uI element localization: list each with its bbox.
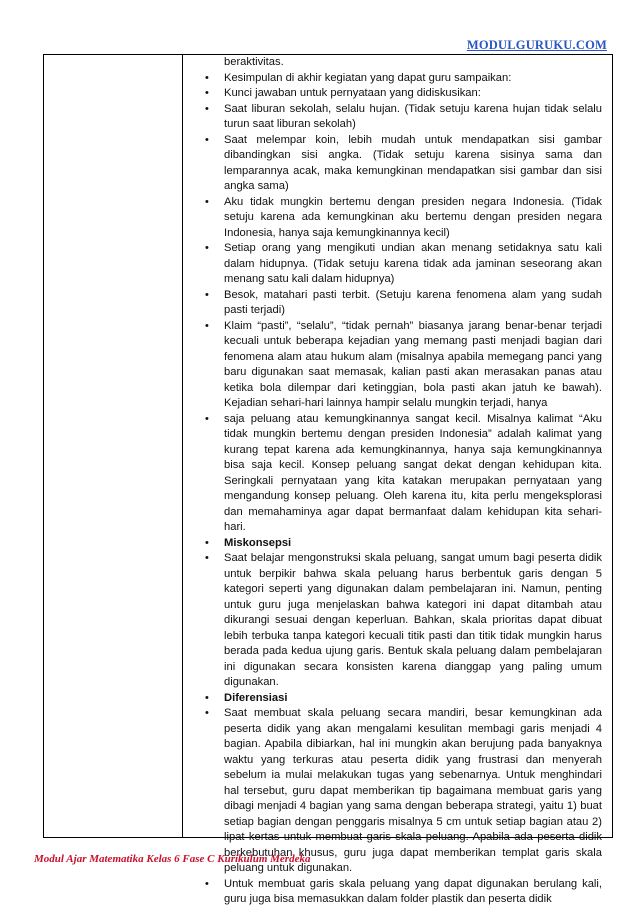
bullet-text: Saat belajar mengonstruksi skala peluang, sangat umum bagi peserta didik untuk berpikir bahwa skala peluang harus berbentuk garis dengan 5 kategori seperti yang digunakan dalam pembelajaran ini. Namun, penting untuk guru juga menjelaskan bahwa kategori ini dapat ditambah atau dikurangi sesuai dengan keperluan. Bahkan, skala prioritas dapat dibuat lebih terbuka tanpa kategori kecuali titik pasti dan titik tidak mungkin harus berada pada kedua ujung garis. Bentuk skala peluang dalam pembelajaran ini digunakan secara konsisten karena dianggap yang paling umum digunakan. (224, 552, 602, 688)
bullet-icon: • (205, 412, 209, 425)
bullet-icon: • (205, 536, 209, 549)
bullet-text: saja peluang atau kemungkinannya sangat kecil. Misalnya kalimat “Aku tidak mungkin bertemu dengan presiden Indonesia” adalah kalimat yang kurang tepat karena ada kemungkinannya, hanya saja kemungkinannya bisa saja kecil. Konsep peluang sangat dekat dengan kehidupan kita. Seringkali pernyataan yang kita katakan merupakan pernyataan yang mengandung konsep peluang. Oleh karena itu, kita perlu mengeksplorasi dan memahaminya agar dapat bermanfaat dalam kehidupan kita sehari- hari. (224, 412, 602, 533)
page-footer: Modul Ajar Matematika Kelas 6 Fase C Kurikulum Merdeka (34, 853, 311, 865)
section-heading-item (183, 691, 612, 707)
bullet-item (183, 877, 612, 908)
bullet-icon: • (205, 707, 209, 719)
bullet-item (183, 319, 612, 412)
bullet-text: Saat membuat skala peluang secara mandiri, besar kemungkinan ada peserta didik yang akan mengalami kesulitan membagi garis menjadi 4 bagian. Apabila dibiarkan, hal ini mungkin akan berujung pada banyaknya waktu yang terkuras atau peserta didik yang frustrasi dan menyerah sebelum ia mulai melakukan tugas yang sebenarnya. Untuk menghindari hal tersebut, guru dapat memberikan tip bagaimana membuat garis yang dibagi menjadi 4 bagian yang sama dengan beberapa strategi, yaitu 1) buat setiap bagian dengan penggaris misalnya 5 cm untuk setiap bagian atau 2) lipat kertas untuk membuat garis skala peluang. Apabila ada peserta didik berkebutuhan khusus, guru juga dapat memberikan templat garis skala peluang untuk digunakan. (224, 707, 602, 874)
bullet-icon: • (205, 242, 209, 254)
bullet-text: Klaim “pasti”, “selalu”, “tidak pernah” biasanya jarang benar-benar terjadi kecuali untuk beberapa kejadian yang memang pasti menjadi bagian dari fenomena alam atau hukum alam (misalnya apabila memegang panci yang baru digunakan saat memasak, kalian pasti akan merasakan panas atau ketika bola dilempar dari ketinggian, bola pasti akan jatuh ke bawah). Kejadian sehari-hari lainnya hampir selalu mungkin terjadi, hanya (224, 319, 602, 409)
bullet-text: Untuk membuat garis skala peluang yang dapat digunakan berulang kali, guru juga bisa memasukkan dalam folder plastik dan peserta didik (224, 877, 602, 905)
bullet-text: Miskonsepsi (224, 536, 292, 549)
bullet-icon: • (205, 102, 209, 115)
bullet-item (183, 288, 612, 319)
bullet-icon: • (205, 288, 209, 301)
bullet-icon: • (205, 71, 209, 84)
bullet-item (183, 706, 612, 877)
bullet-icon: • (205, 691, 209, 704)
bullet-icon: • (205, 552, 209, 564)
bullet-icon: • (205, 87, 209, 99)
bullet-item (183, 133, 612, 195)
lead-line: beraktivitas. (224, 56, 284, 68)
bullet-text: Kunci jawaban untuk pernyataan yang didiskusikan: (224, 87, 481, 99)
bullet-list (183, 71, 612, 908)
bullet-text: Saat liburan sekolah, selalu hujan. (Tidak setuju karena hujan tidak selalu turun saat liburan sekolah) (224, 102, 602, 130)
bullet-text: Aku tidak mungkin bertemu dengan presiden negara Indonesia. (Tidak setuju karena ada kemungkinan aku bertemu dengan presiden negara Indonesia, hanya saja kemungkinannya kecil) (224, 195, 602, 239)
bullet-text: Kesimpulan di akhir kegiatan yang dapat guru sampaikan: (224, 71, 512, 84)
content-cell (183, 55, 612, 905)
bullet-item (183, 195, 612, 242)
bullet-icon: • (205, 133, 209, 146)
bullet-text: Diferensiasi (224, 691, 288, 704)
bullet-icon: • (205, 319, 209, 332)
bullet-item (183, 551, 612, 691)
bullet-icon: • (205, 877, 209, 890)
section-heading-item (183, 536, 612, 552)
bullet-item (183, 412, 612, 536)
bullet-item (183, 241, 612, 288)
bullet-text: Setiap orang yang mengikuti undian akan menang setidaknya satu kali dalam hidupnya. (Tidak setuju karena tidak ada jaminan seseorang akan menang satu kali dalam hidupnya) (224, 242, 602, 285)
bullet-text: Saat melempar koin, lebih mudah untuk mendapatkan sisi gambar dibandingkan sisi angka. (Tidak setuju karena sisinya sama dan lemparannya acak, maka kemungkinan mendapatkan sisi gambar dan sisi angka sama) (224, 133, 602, 192)
bullet-item (183, 102, 612, 133)
bullet-text: Besok, matahari pasti terbit. (Setuju karena fenomena alam yang sudah pasti terjadi) (224, 288, 602, 316)
bullet-item (183, 71, 612, 87)
bullet-item (183, 86, 612, 102)
bullet-icon: • (205, 195, 209, 208)
site-header-link[interactable]: MODULGURUKU.COM (466, 38, 607, 52)
